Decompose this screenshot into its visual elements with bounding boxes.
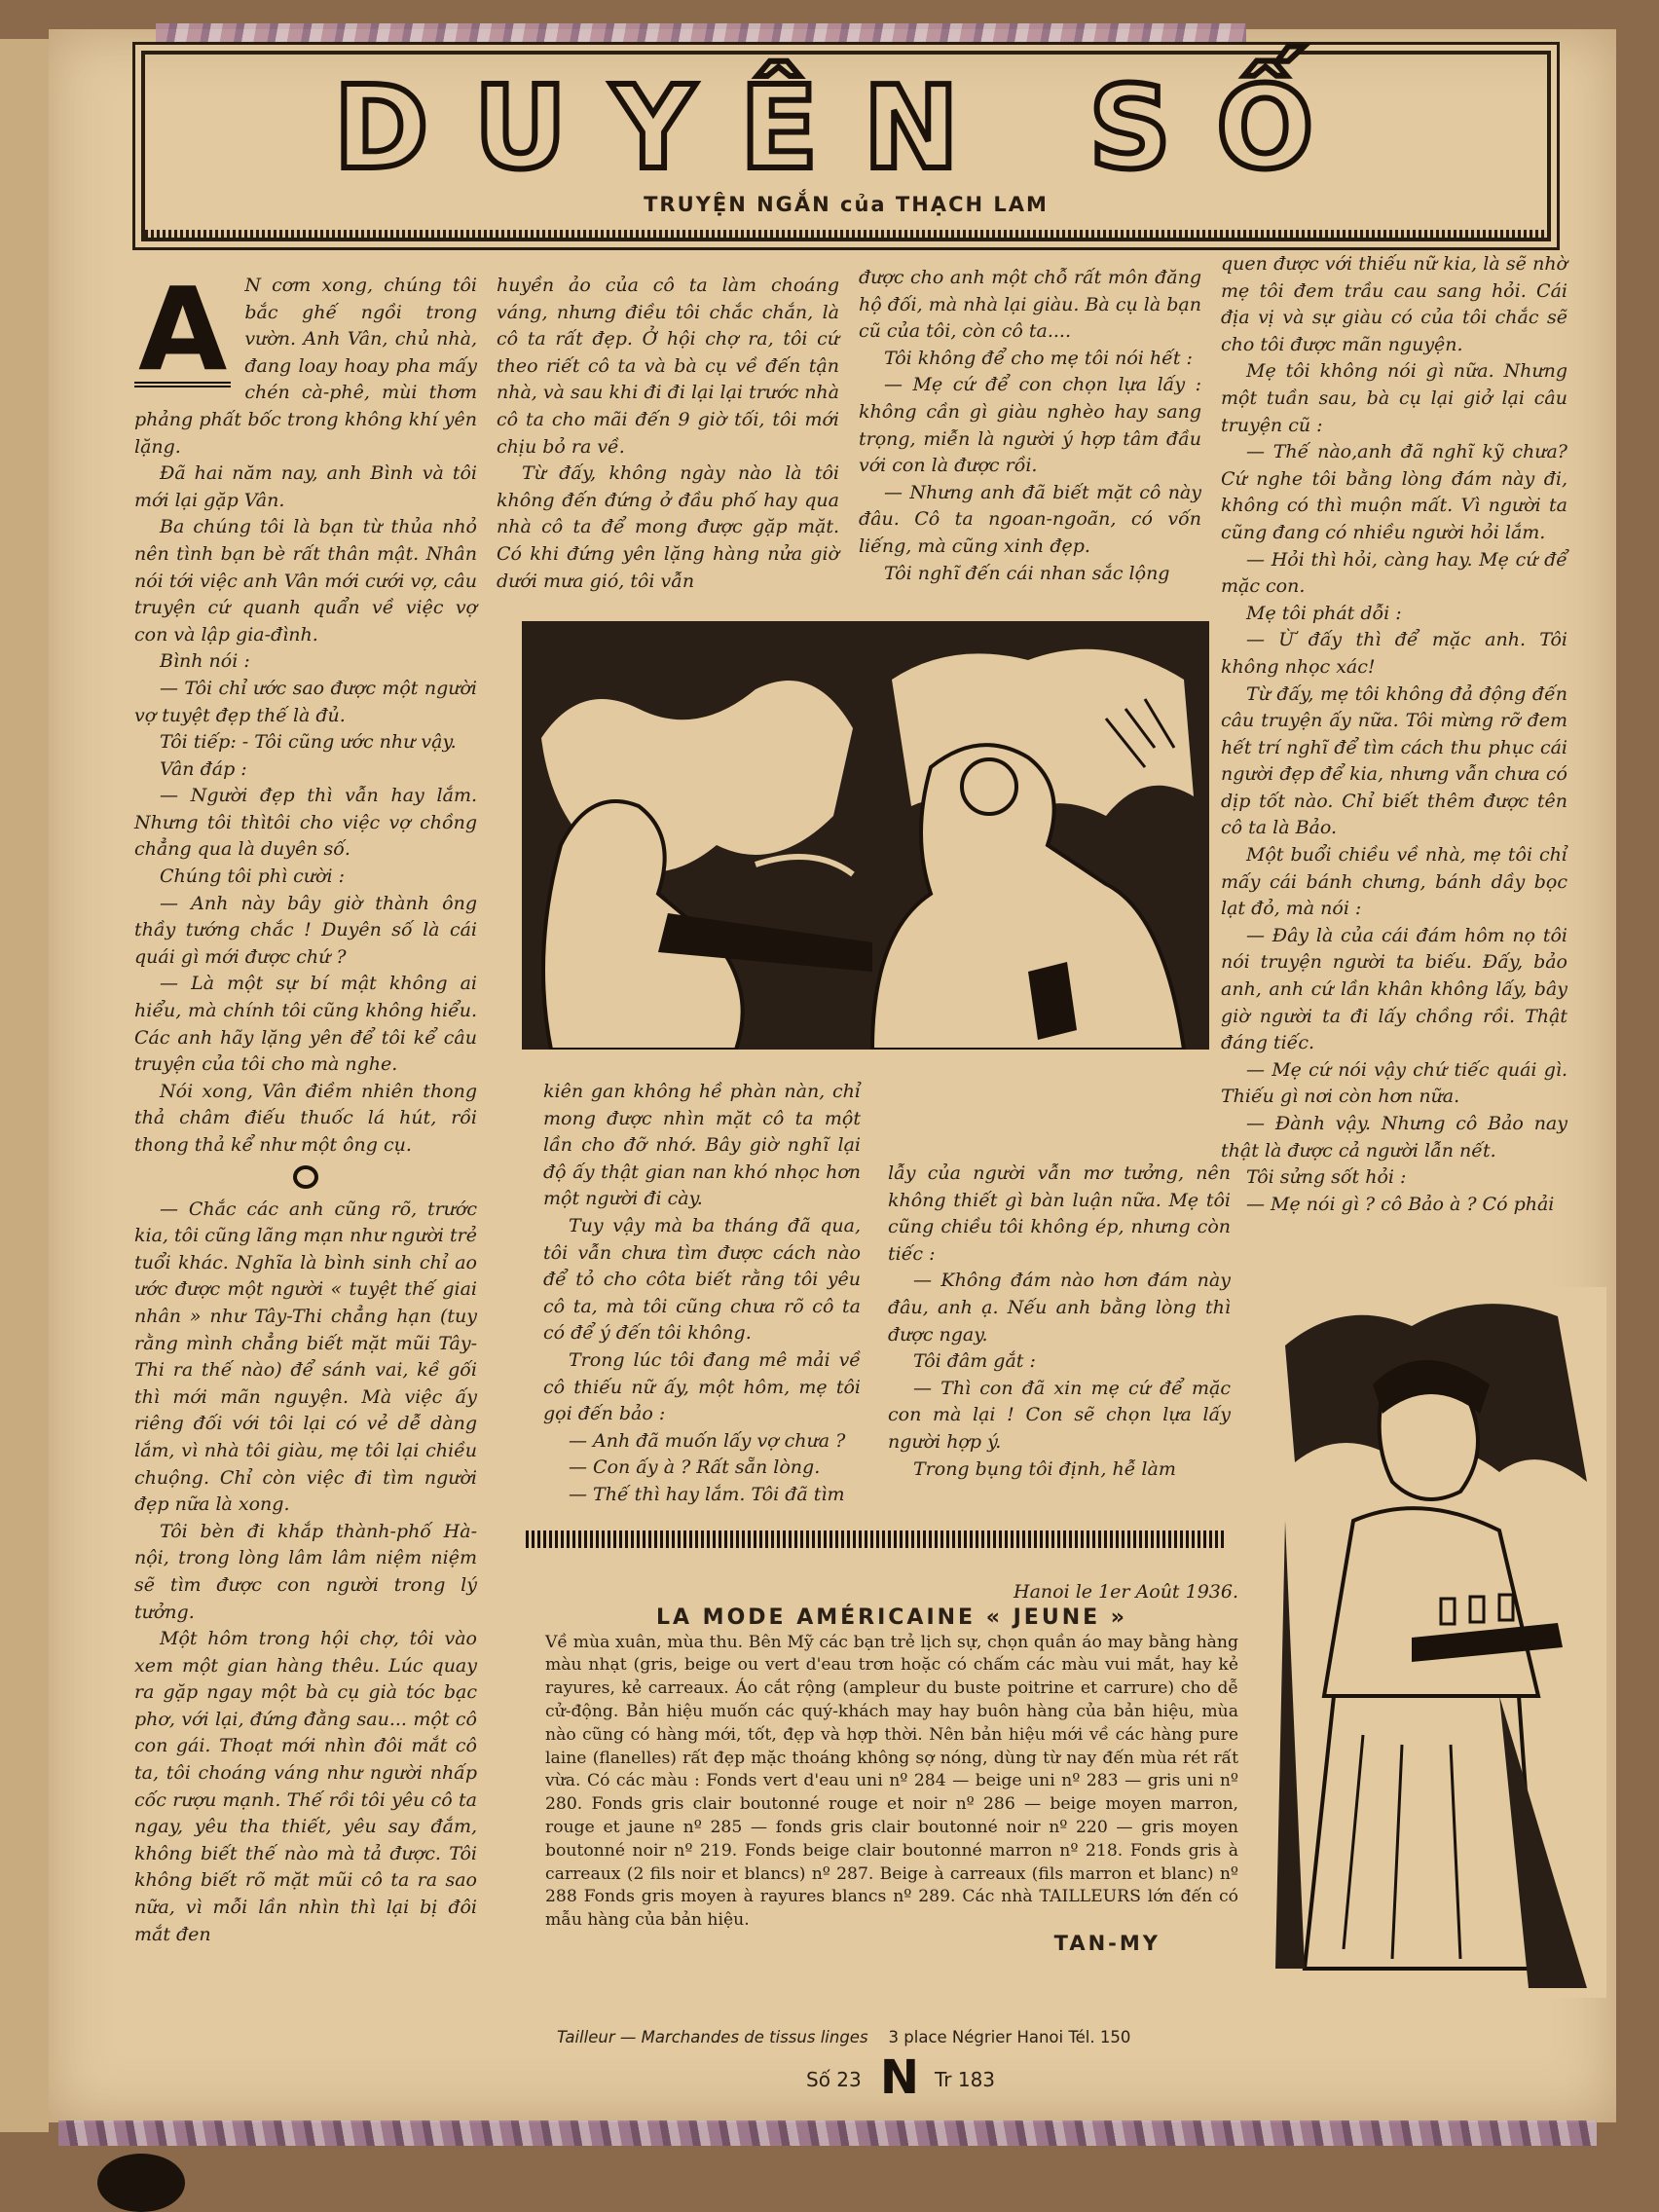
- story-paragraph: lẫy của người vẫn mơ tưởng, nên không thiết gì bàn luận nữa. Mẹ tôi cũng chiều tôi không ép, nhưng còn tiếc :: [888, 1162, 1231, 1265]
- story-paragraph: Ba chúng tôi là bạn từ thủa nhỏ nên tình bạn bè rất thân mật. Nhân nói tới việc anh Vân mới cưới vợ, câu truyện cứ quanh quẩn về việc vợ con và lập gia-đình.: [134, 516, 477, 645]
- story-paragraph: — Thì con đã xin mẹ cứ để mặc con mà lại ! Con sẽ chọn lựa lấy người hợp ý.: [888, 1377, 1231, 1453]
- woman-with-tray-woodcut: [1266, 1287, 1606, 1998]
- page-number: Tr 183: [935, 2068, 996, 2091]
- story-paragraph: — Người đẹp thì vẫn hay lắm. Nhưng tôi thìtôi cho việc vợ chồng chẳng qua là duyên số.: [134, 785, 477, 861]
- story-paragraph: Từ đấy, mẹ tôi không đả động đến câu truyện ấy nữa. Tôi mừng rỡ đem hết trí nghĩ để tìm cách thu phục cái người đẹp để kia, nhưng vẫn chưa có dịp tốt nào. Chỉ biết thêm được tên cô ta là Bảo.: [1221, 682, 1567, 839]
- marbled-edge-bottom: [58, 2120, 1597, 2146]
- story-paragraph: Tôi sửng sốt hỏi :: [1246, 1166, 1407, 1189]
- story-paragraph: N cơm xong, chúng tôi bắc ghế ngồi trong vườn. Anh Vân, chủ nhà, đang loay hoay pha mấy chén cà-phê, mùi thơm phảng phất bốc trong không khí yên lặng.: [134, 275, 477, 458]
- story-paragraph: Nói xong, Vân điềm nhiên thong thả châm điếu thuốc lá hút, rồi thong thả kể như một ông cụ.: [134, 1080, 477, 1156]
- story-paragraph: — Đây là của cái đám hôm nọ tôi nói truyện người ta biếu. Đấy, bảo anh, anh cứ lần khân không lấy, bây giờ người ta đi lấy chồng rồi. Thật đáng tiếc.: [1221, 924, 1567, 1054]
- section-ornament-icon: [293, 1165, 318, 1189]
- story-paragraph: Tôi tiếp: - Tôi cũng ước như vậy.: [160, 731, 457, 754]
- drop-cap-letter: A: [134, 276, 231, 387]
- advertisement-divider: [526, 1530, 1227, 1548]
- column-2-lower-text: [543, 1079, 861, 1509]
- story-paragraph: Chúng tôi phì cười :: [160, 866, 345, 888]
- story-paragraph: được cho anh một chỗ rất môn đăng hộ đối, mà nhà lại giàu. Bà cụ là bạn cũ của tôi, còn cô ta....: [859, 267, 1201, 343]
- issue-number: Số 23: [806, 2068, 862, 2091]
- story-column-3: [859, 265, 1201, 587]
- story-paragraph: — Anh này bây giờ thành ông thầy tướng chắc ! Duyên số là cái quái gì mới được chứ ?: [134, 892, 477, 968]
- story-paragraph: — Mẹ nói gì ? cô Bảo à ? Có phải: [1246, 1193, 1555, 1215]
- story-column-2: [497, 273, 839, 595]
- story-title: DUYÊN SỐ: [333, 60, 1359, 195]
- story-paragraph: — Thế thì hay lắm. Tôi đã tìm: [569, 1483, 845, 1505]
- story-paragraph: — Tôi chỉ ước sao được một người vợ tuyệt đẹp thế là đủ.: [134, 677, 477, 726]
- column-1-text: [134, 273, 477, 1160]
- story-illustration-woodcut: [522, 621, 1209, 1050]
- story-paragraph: kiên gan không hề phàn nàn, chỉ mong được nhìn mặt cô ta một lần cho đỡ nhớ. Bây giờ nghĩ lại độ ấy thật gian nan khó nhọc hơn một người đi cày.: [543, 1081, 861, 1210]
- page-folio: [806, 2050, 1030, 2105]
- story-paragraph: huyền ảo của cô ta làm choáng váng, nhưng điều tôi chắc chắn, là cô ta rất đẹp. Ở hội chợ ra, tôi cứ theo riết cô ta và bà cụ về đến tận nhà, và sau khi đi đi lại lại trước nhà cô ta cho mãi đến 9 giờ tối, tôi mới chịu bỏ ra về.: [497, 275, 839, 458]
- story-paragraph: — Ừ đấy thì để mặc anh. Tôi không nhọc xác!: [1221, 629, 1567, 678]
- story-paragraph: — Không đám nào hơn đám này đâu, anh ạ. Nếu anh bằng lòng thì được ngay.: [888, 1270, 1231, 1346]
- banner-hatch-border: [145, 230, 1547, 240]
- story-paragraph: — Anh đã muốn lấy vợ chưa ?: [569, 1429, 846, 1452]
- story-paragraph: — Chắc các anh cũng rõ, trước kia, tôi cũng lãng mạn như người trẻ tuổi khác. Nghĩa là bình sinh chỉ ao ước được một người « tuyệt thế giai nhân » như Tây-Thi chẳng hạn (tuy rằng mình chẳng biết mặt mũi Tây-Thi ra thế nào) để sánh vai, kề gối thì mới mãn nguyện. Mà việc ấy riêng đối với tôi lại có vẻ dễ dàng lắm, vì nhà tôi giàu, mẹ tôi lại chiều chuộng. Chỉ còn việc đi tìm người đẹp nữa là xong.: [134, 1198, 477, 1516]
- story-byline: TRUYỆN NGẮN của THẠCH LAM: [644, 193, 1049, 216]
- story-paragraph: Tôi không để cho mẹ tôi nói hết :: [884, 347, 1193, 369]
- ad-address: 3 place Négrier Hanoi Tél. 150: [888, 2028, 1131, 2046]
- story-paragraph: Tôi nghĩ đến cái nhan sắc lộng: [884, 562, 1170, 584]
- ngay-nay-logo-icon: N: [879, 2050, 920, 2105]
- story-paragraph: Tôi bèn đi khắp thành-phố Hà-nội, trong lòng lâm lâm niệm niệm sẽ tìm được con người trong lý tưởng.: [134, 1520, 477, 1623]
- story-paragraph: — Nhưng anh đã biết mặt cô này đâu. Cô ta ngoan-ngoãn, có vốn liếng, mà cũng xinh đẹp.: [859, 481, 1201, 557]
- column-2-text: [497, 273, 839, 595]
- story-column-2-lower: [543, 1079, 861, 1509]
- story-paragraph: — Con ấy à ? Rất sẵn lòng.: [569, 1456, 821, 1479]
- story-column-3-lower: [888, 1161, 1231, 1483]
- ad-footer: [557, 2028, 1258, 2046]
- story-paragraph: Một hôm trong hội chợ, tôi vào xem một gian hàng thêu. Lúc quay ra gặp ngay một bà cụ già tóc bạc phơ, với lại, đứng đằng sau... một cô con gái. Thoạt mới nhìn đôi mắt cô ta, tôi choáng váng như người nhấp cốc rượu mạnh. Thế rồi tôi yêu cô ta ngay, yêu tha thiết, yêu say đắm, không biết thế nào mà tả được. Tôi không biết rõ mặt mũi cô ta ra sao nữa, vì mỗi lần nhìn thì lại bị đôi mắt đen: [134, 1628, 477, 1945]
- story-paragraph: Mẹ tôi phát dỗi :: [1246, 602, 1402, 624]
- story-paragraph: Trong lúc tôi đang mê mải về cô thiếu nữ ấy, một hôm, mẹ tôi gọi đến bảo :: [543, 1348, 861, 1425]
- story-paragraph: Một buổi chiều về nhà, mẹ tôi chỉ mấy cái bánh chưng, bánh dầy bọc lạt đỏ, mà nói :: [1221, 844, 1567, 920]
- story-paragraph: Trong bụng tôi định, hễ làm: [913, 1457, 1176, 1480]
- story-paragraph: — Là một sự bí mật không ai hiểu, mà chính tôi cũng không hiểu. Các anh hãy lặng yên để tôi kể câu truyện của tôi cho mà nghe.: [134, 973, 477, 1076]
- story-paragraph: — Mẹ cứ nói vậy chứ tiếc quái gì. Thiếu gì nơi còn hơn nữa.: [1221, 1058, 1567, 1108]
- story-paragraph: Tôi đâm gắt :: [913, 1350, 1036, 1373]
- story-paragraph: Mẹ tôi không nói gì nữa. Nhưng một tuần sau, bà cụ lại giở lại câu truyện cũ :: [1221, 360, 1567, 436]
- story-paragraph: — Hỏi thì hỏi, càng hay. Mẹ cứ để mặc con.: [1221, 548, 1567, 598]
- ad-body: Về mùa xuân, mùa thu. Bên Mỹ các bạn trẻ lịch sự, chọn quần áo may bằng hàng màu nhạt (gris, beige ou vert d'eau trơn hoặc có chấm các màu vui mắt, hay kẻ rayures, kẻ carreaux. Áo cắt rộng (ampleur du buste poitrine et carrure) cho dễ cử-động. Bản hiệu muốn các quý-khách may hay buôn hàng của bản hiệu, mùa nào cũng có hàng mới, tốt, đẹp và hợp thời. Nên bản hiệu mới về các hàng pure laine (flanelles) rất đẹp mặc thoáng không sợ nóng, dùng từ nay đến mùa rét rất vừa. Có các màu : Fonds vert d'eau uni nº 284 — beige uni nº 283 — gris uni nº 280. Fonds gris clair boutonné rouge et noir nº 286 — beige moyen marron, rouge et jaune nº 285 — fonds gris clair boutonné noir nº 220 — gris moyen boutonné noir nº 219. Fonds beige clair boutonné marron nº 218. Fonds gris à carreaux (2 fils noir et blancs) nº 287. Beige à carreaux (fils marron et blanc) nº 288 Fonds gris moyen à rayures blancs nº 289. Các nhà TAILLEURS lớn đến có mẫu hàng của bản hiệu.: [545, 1632, 1238, 1931]
- story-paragraph: — Đành vậy. Nhưng cô Bảo nay thật là được cả người lẫn nết.: [1221, 1113, 1567, 1161]
- ad-date: Hanoi le 1er Août 1936.: [1014, 1581, 1238, 1603]
- marbled-edge-top: [156, 23, 1246, 51]
- story-paragraph: Từ đấy, không ngày nào là tôi không đến đứng ở đầu phố hay qua nhà cô ta để mong được gặp mặt. Có khi đứng yên lặng hàng nửa giờ dưới mưa gió, tôi vẫn: [497, 462, 839, 592]
- ad-signature: TAN-MY: [1053, 1931, 1161, 1955]
- story-paragraph: Vân đáp :: [160, 757, 247, 780]
- story-column-1: [134, 262, 477, 1948]
- story-column-4: [1221, 251, 1567, 1218]
- column-3-lower-text: [888, 1161, 1231, 1483]
- story-paragraph: — Thế nào,anh đã nghĩ kỹ chưa? Cứ nghe tôi bằng lòng đám này đi, không có thì muộn mất. Vì người ta cũng đang có nhiều người hỏi lắm.: [1221, 441, 1567, 543]
- story-paragraph: Đã hai năm nay, anh Bình và tôi mới lại gặp Vân.: [134, 462, 477, 511]
- binder-ring: [97, 2154, 185, 2212]
- story-paragraph: Tuy vậy mà ba tháng đã qua, tôi vẫn chưa tìm được cách nào để tỏ cho côta biết rằng tôi yêu cô ta, mà tôi cũng chưa rõ cô ta có để ý đến tôi không.: [543, 1214, 861, 1345]
- book-spine: [0, 39, 49, 2132]
- tan-my-advertisement: [545, 1581, 1238, 1956]
- ad-trade: Tailleur — Marchandes de tissus linges: [557, 2028, 868, 2046]
- ad-headline: LA MODE AMÉRICAINE « JEUNE »: [655, 1604, 1128, 1630]
- title-banner: [141, 51, 1551, 241]
- column-4-text: [1221, 251, 1567, 1218]
- column-1-continued-text: [134, 1197, 477, 1949]
- story-paragraph: Bình nói :: [160, 650, 250, 673]
- story-paragraph: quen được với thiếu nữ kia, là sẽ nhờ mẹ tôi đem trầu cau sang hỏi. Cái địa vị và sự giàu có của tôi chắc sẽ cho tôi được mãn nguyện.: [1221, 253, 1567, 355]
- story-paragraph: — Mẹ cứ để con chọn lựa lấy : không cần gì giàu nghèo hay sang trọng, miễn là người ý hợp tâm đầu với con là được rồi.: [859, 374, 1201, 477]
- column-3-text: [859, 265, 1201, 587]
